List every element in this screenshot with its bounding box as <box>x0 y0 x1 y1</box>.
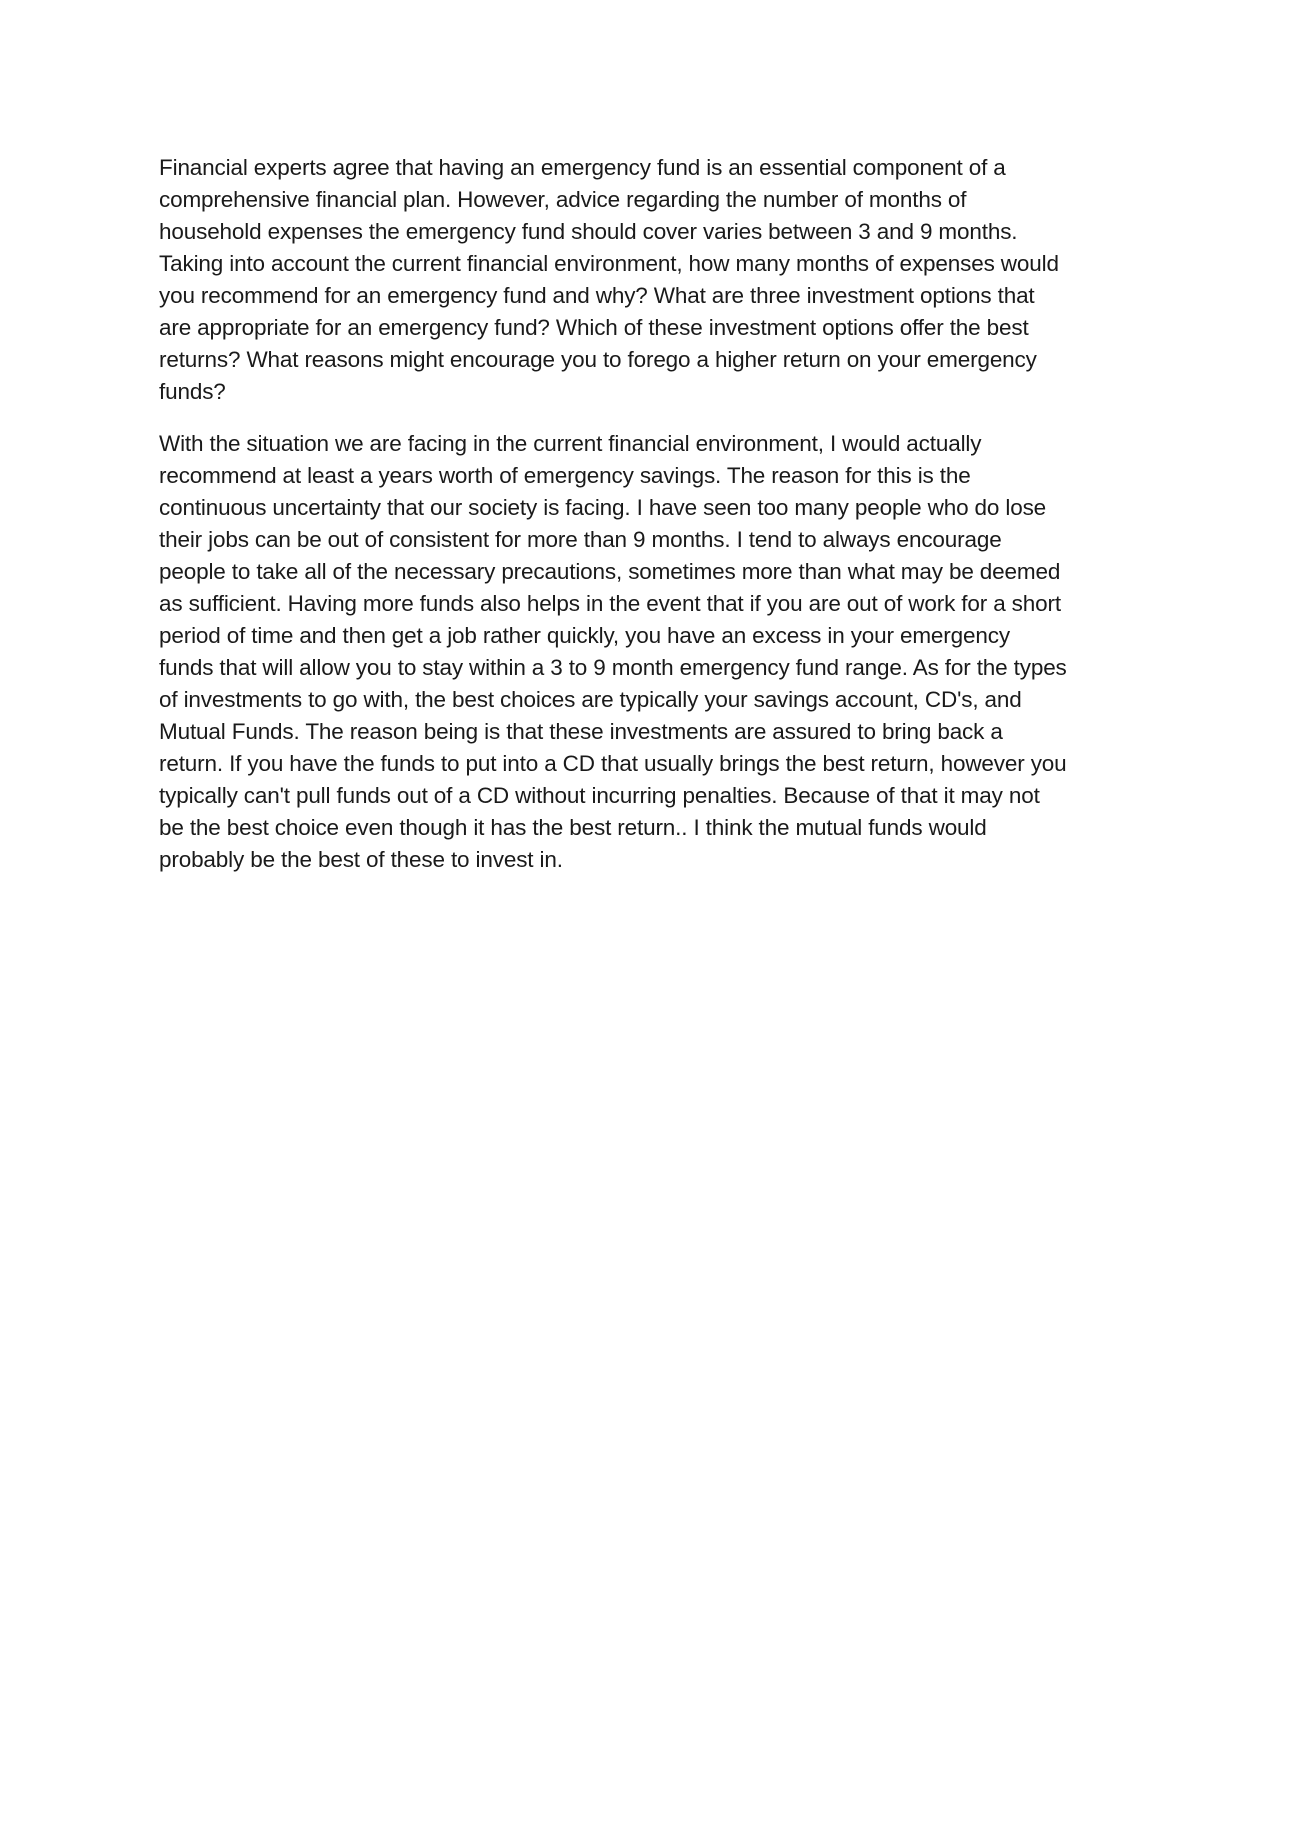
text-line: funds that will allow you to stay within a 3 to 9 month emergency fund range. As for the types <box>159 655 1067 680</box>
text-line: returns? What reasons might encourage you to forego a higher return on your emergency <box>159 347 1037 372</box>
text-line: comprehensive financial plan. However, advice regarding the number of months of <box>159 187 967 212</box>
text-line: With the situation we are facing in the current financial environment, I would actually <box>159 431 982 456</box>
text-line: Taking into account the current financial environment, how many months of expenses would <box>159 251 1059 276</box>
text-line: Financial experts agree that having an emergency fund is an essential component of a <box>159 155 1006 180</box>
text-line: funds? <box>159 379 226 404</box>
question-paragraph <box>159 152 1169 408</box>
text-line: probably be the best of these to invest in. <box>159 847 563 872</box>
answer-paragraph <box>159 428 1169 876</box>
text-line: of investments to go with, the best choices are typically your savings account, CD's, and <box>159 687 1022 712</box>
text-line: as sufficient. Having more funds also helps in the event that if you are out of work for a short <box>159 591 1061 616</box>
text-line: return. If you have the funds to put into a CD that usually brings the best return, however you <box>159 751 1067 776</box>
text-line: typically can't pull funds out of a CD without incurring penalties. Because of that it may not <box>159 783 1040 808</box>
document-body <box>159 152 1169 876</box>
text-line: their jobs can be out of consistent for more than 9 months. I tend to always encourage <box>159 527 1002 552</box>
text-line: continuous uncertainty that our society is facing. I have seen too many people who do lose <box>159 495 1047 520</box>
text-line: period of time and then get a job rather quickly, you have an excess in your emergency <box>159 623 1010 648</box>
text-line: recommend at least a years worth of emergency savings. The reason for this is the <box>159 463 971 488</box>
text-line: be the best choice even though it has the best return.. I think the mutual funds would <box>159 815 987 840</box>
text-line: household expenses the emergency fund should cover varies between 3 and 9 months. <box>159 219 1018 244</box>
text-line: are appropriate for an emergency fund? Which of these investment options offer the best <box>159 315 1029 340</box>
text-line: Mutual Funds. The reason being is that these investments are assured to bring back a <box>159 719 1003 744</box>
text-line: you recommend for an emergency fund and why? What are three investment options that <box>159 283 1035 308</box>
text-line: people to take all of the necessary precautions, sometimes more than what may be deemed <box>159 559 1061 584</box>
